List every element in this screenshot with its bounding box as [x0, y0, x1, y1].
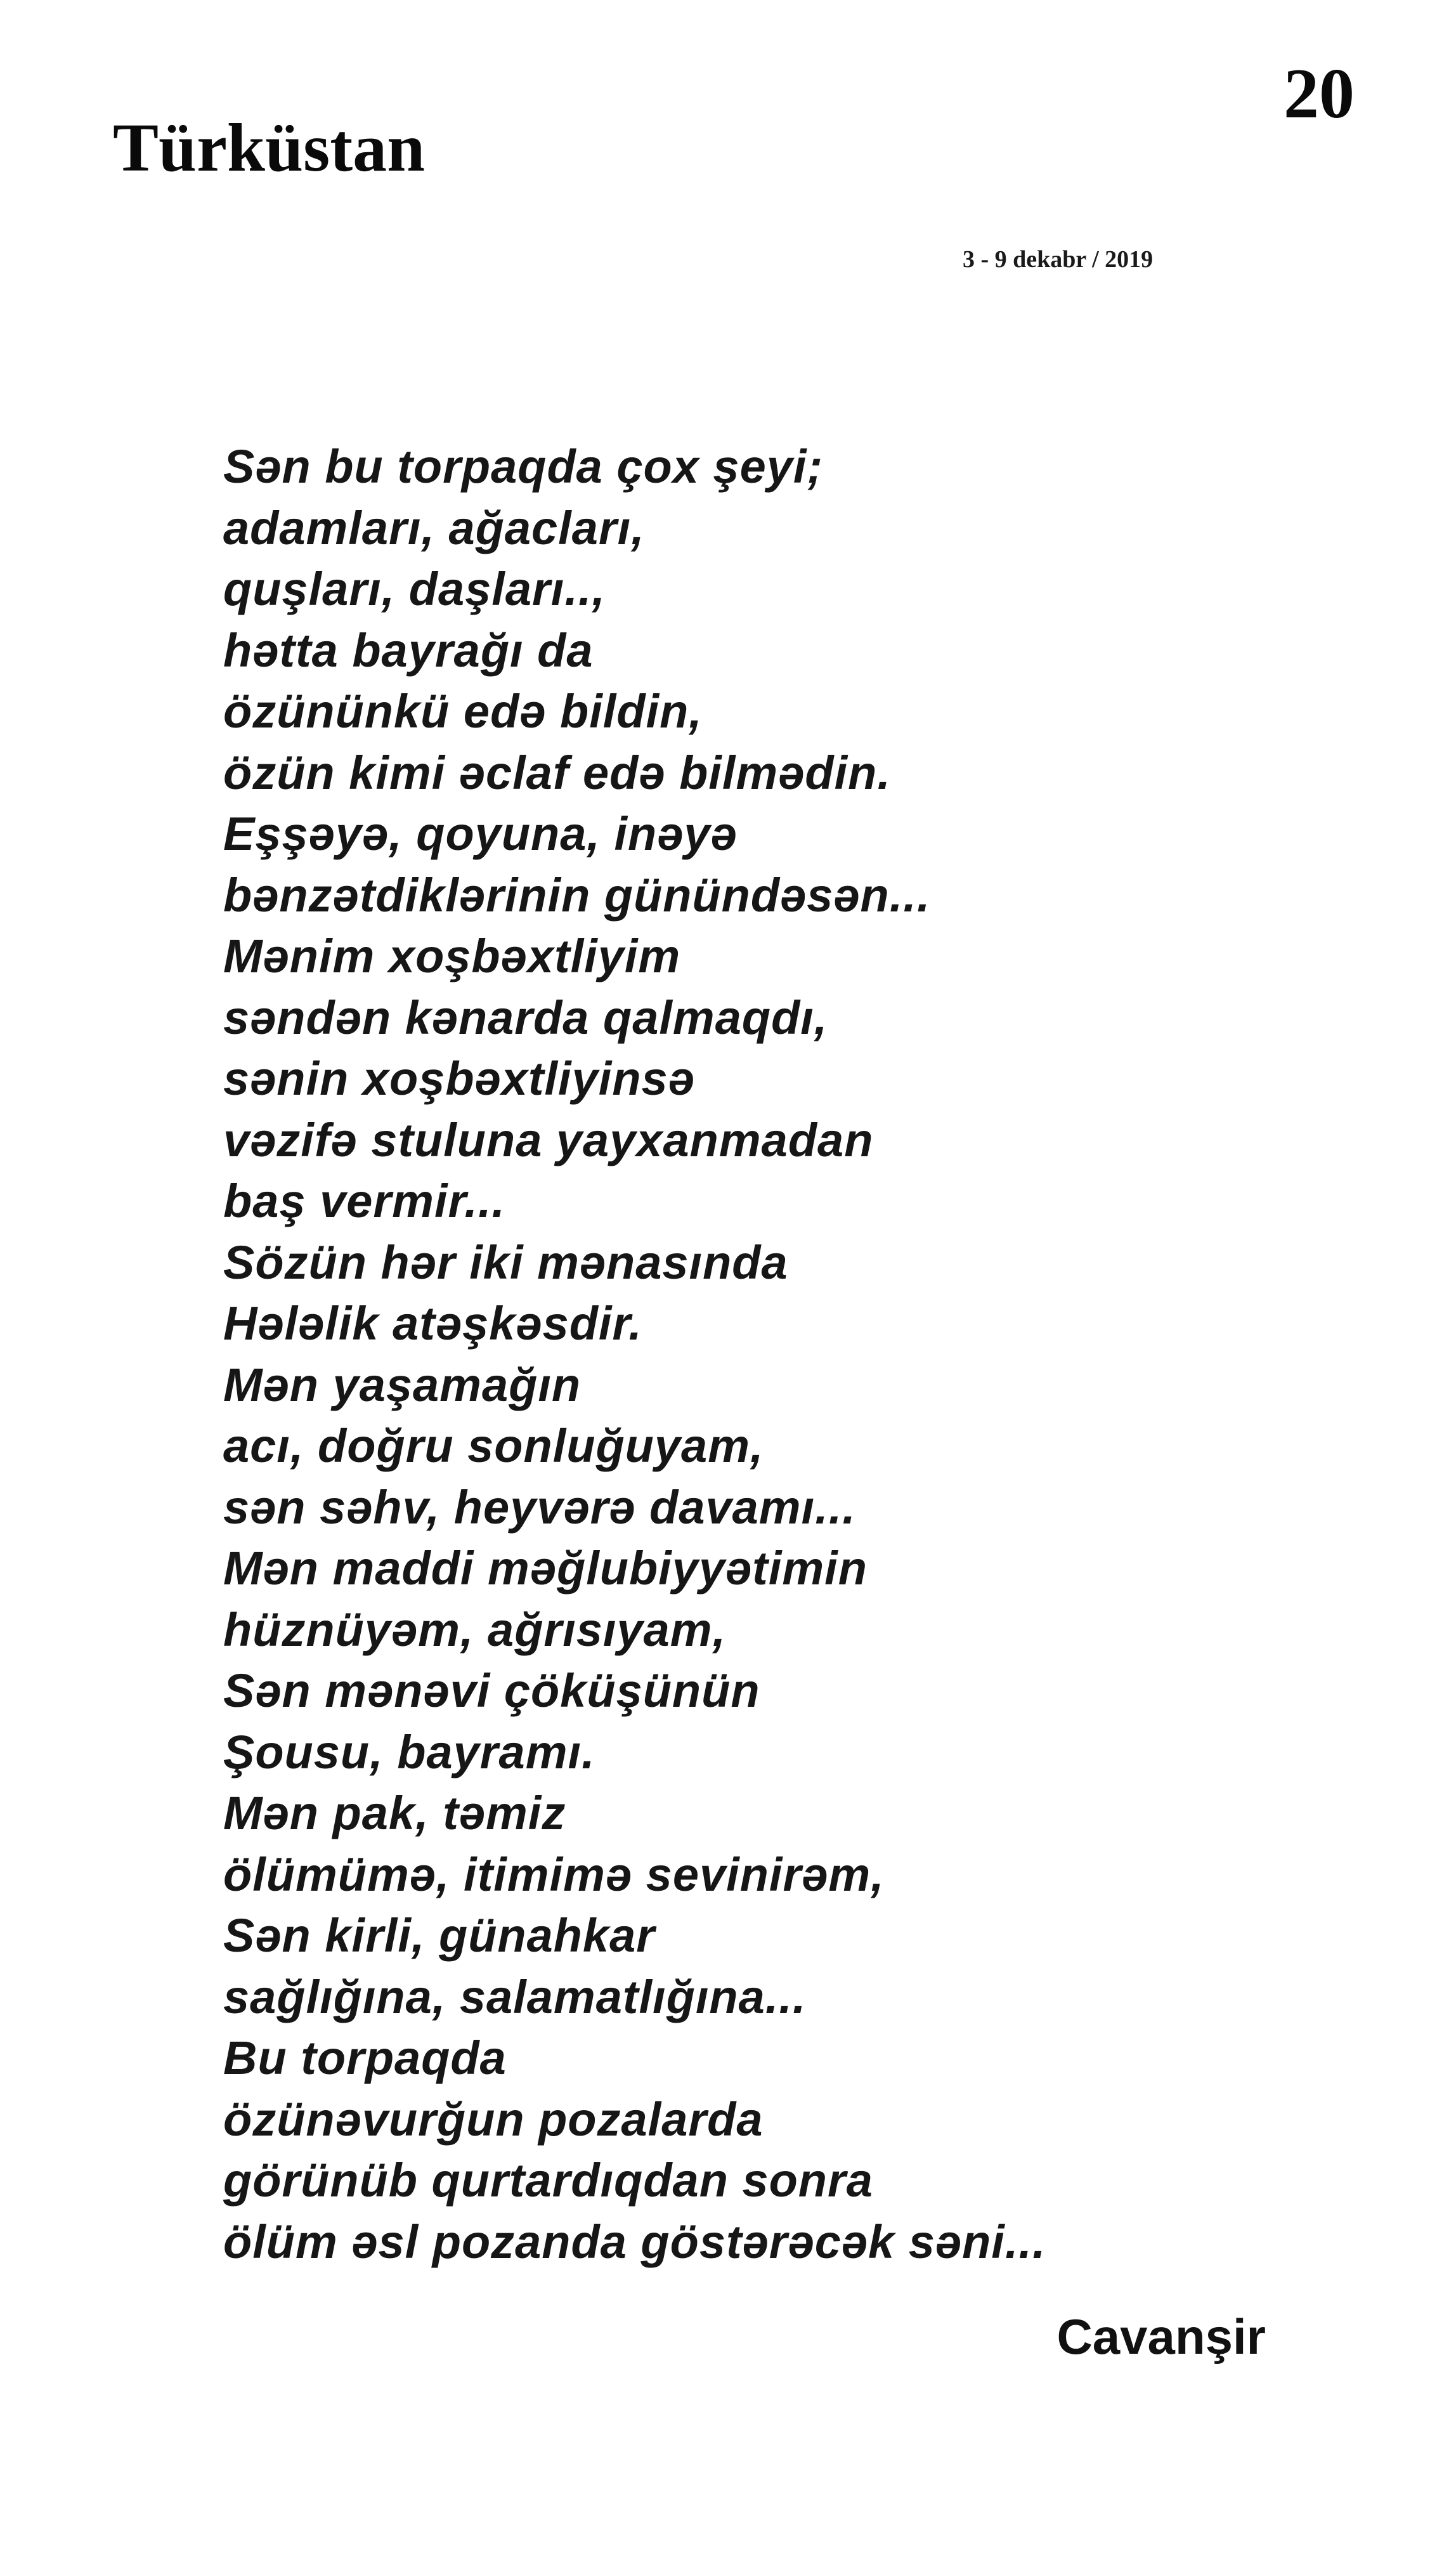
poem-line: Sən mənəvi çöküşünün — [223, 1664, 760, 1717]
poem-line: görünüb qurtardıqdan sonra — [223, 2154, 873, 2207]
issue-date: 3 - 9 dekabr / 2019 — [963, 246, 1154, 273]
poem-line: sən səhv, heyvərə davamı... — [223, 1480, 856, 1534]
poem-line: Eşşəyə, qoyuna, inəyə — [223, 807, 738, 860]
poem-body — [223, 436, 1046, 2273]
masthead-title: Türküstan — [113, 110, 426, 186]
poem-line: ölüm əsl pozanda göstərəcək səni... — [223, 2215, 1046, 2268]
poem-line: hüznüyəm, ağrısıyam, — [223, 1603, 727, 1656]
poem-line: ölümümə, itimimə sevinirəm, — [223, 1848, 885, 1901]
poem-line: Mən pak, təmiz — [223, 1787, 566, 1839]
poem-line: özünəvurğun pozalarda — [223, 2092, 764, 2146]
poem-line: hətta bayrağı da — [223, 623, 594, 677]
poem-line: Sözün hər iki mənasında — [223, 1236, 788, 1289]
poem-author: Cavanşir — [1056, 2309, 1266, 2365]
poem-line: Sən kirli, günahkar — [223, 1909, 656, 1962]
poem-line: özününkü edə bildin, — [223, 685, 703, 738]
poem-line: Mən maddi məğlubiyyətimin — [223, 1542, 868, 1595]
poem-line: baş vermir... — [223, 1175, 505, 1227]
poem-line: Şousu, bayramı. — [223, 1725, 595, 1778]
poem-line: sənin xoşbəxtliyinsə — [223, 1052, 695, 1105]
poem-line: quşları, daşları.., — [223, 563, 606, 615]
poem-line: Sən bu torpaqda çox şeyi; — [223, 440, 824, 493]
poem-line: Mənim xoşbəxtliyim — [223, 930, 681, 982]
poem-line: Hələlik atəşkəsdir. — [223, 1297, 642, 1350]
poem-line: adamları, ağacları, — [223, 501, 645, 554]
poem-line: Bu torpaqda — [223, 2032, 507, 2084]
poem-line: Mən yaşamağın — [223, 1358, 582, 1411]
poem-line: sağlığına, salamatlığına... — [223, 1970, 807, 2023]
poem-line: özün kimi əclaf edə bilmədin. — [223, 746, 891, 799]
page-number: 20 — [1284, 55, 1355, 133]
poem-line: səndən kənarda qalmaqdı, — [223, 991, 828, 1044]
poem-line: bənzətdiklərinin günündəsən... — [223, 868, 931, 922]
poem-line: vəzifə stuluna yayxanmadan — [223, 1113, 874, 1166]
poem-line: acı, doğru sonluğuyam, — [223, 1419, 764, 1472]
